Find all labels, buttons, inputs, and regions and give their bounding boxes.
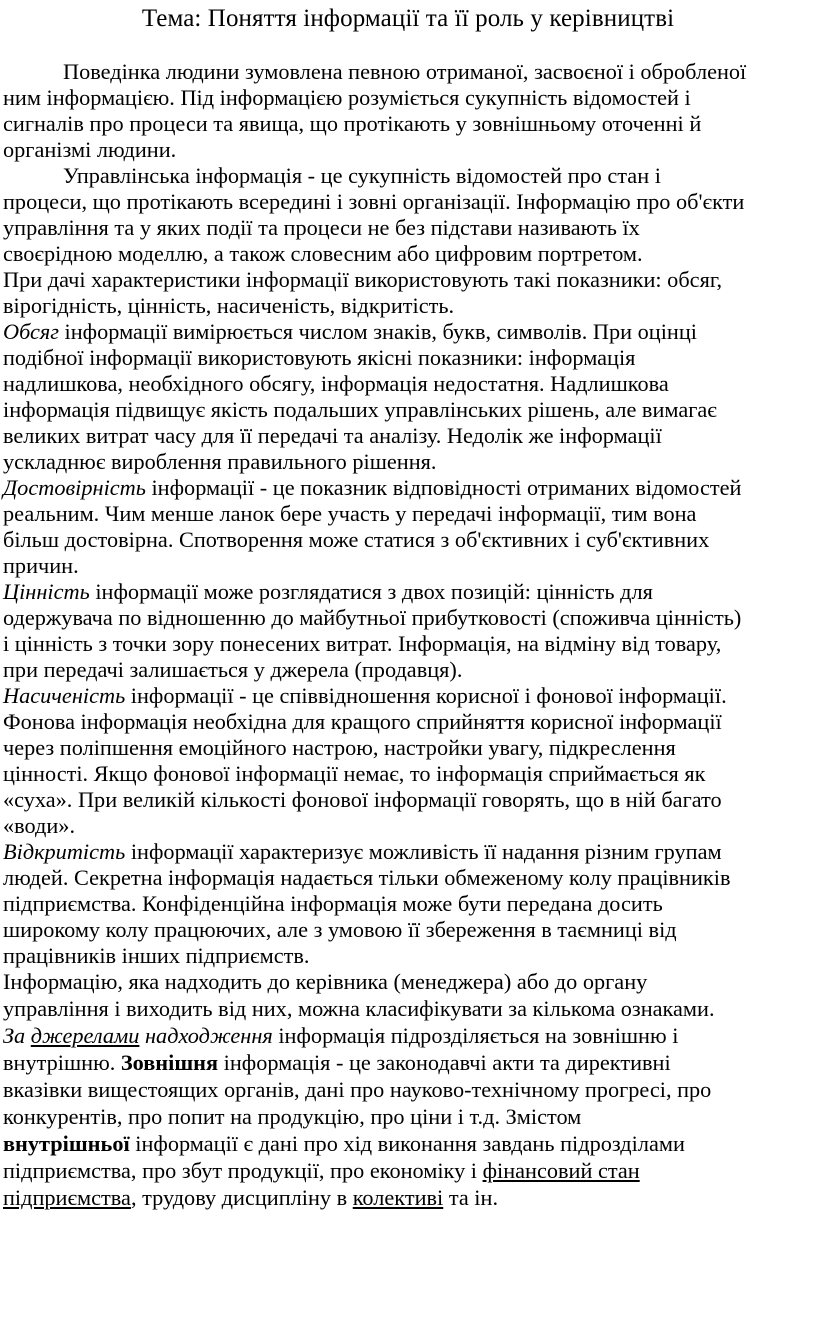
- text-segment: Достовірність: [3, 475, 146, 500]
- text-line: [3, 1022, 678, 1050]
- text-segment: причин.: [3, 553, 79, 578]
- text-segment: конкурентів, про попит на продукцію, про ціни і т.д. Змістом: [3, 1104, 582, 1129]
- text-segment: джерелами: [30, 1023, 140, 1048]
- text-segment: інформація підрозділяється на зовнішню і: [272, 1023, 679, 1048]
- text-segment: великих витрат часу для її передачі та аналізу. Недолік же інформації: [3, 423, 662, 448]
- text-line: [3, 136, 176, 164]
- text-segment: інформації характеризує можливість її надання різним групам: [125, 839, 722, 864]
- text-line: [63, 58, 746, 86]
- text-segment: колективі: [352, 1185, 444, 1210]
- text-segment: надходження: [139, 1023, 273, 1048]
- text-segment: процеси, що протікають всередині і зовні організації. Інформацію про об'єкти: [3, 189, 745, 214]
- text-segment: вірогідність, цінність, насиченість, відкритість.: [3, 293, 455, 318]
- text-line: [3, 344, 635, 372]
- text-segment: та ін.: [443, 1185, 499, 1210]
- text-segment: при передачі залишається у джерела (продавця).: [3, 657, 463, 682]
- document-title: Тема: Поняття інформації та її роль у керівництві: [141, 5, 675, 32]
- text-line: [3, 292, 454, 320]
- text-segment: управління і виходить від них, можна класифікувати за кількома ознаками.: [3, 996, 715, 1021]
- text-line: [3, 656, 462, 684]
- text-line: [3, 864, 730, 892]
- text-segment: більш достовірна. Спотворення може статися з об'єктивних і суб'єктивних: [3, 527, 710, 552]
- text-segment: організмі людини.: [3, 137, 177, 162]
- text-line: [3, 838, 722, 866]
- text-segment: , трудову дисципліну в: [130, 1185, 353, 1210]
- text-segment: вказівки вищестоящих органів, дані про науково-технічному прогресі, про: [3, 1077, 712, 1102]
- text-segment: одержувача по відношенню до майбутньої прибутковості (споживча цінність): [3, 605, 742, 630]
- text-line: [3, 812, 75, 840]
- text-segment: управління та у яких події та процеси не без підстави називають їх: [3, 215, 640, 240]
- text-segment: інформації - це співвідношення корисної і фонової інформації.: [125, 683, 727, 708]
- text-line: [3, 1130, 685, 1158]
- text-line: [3, 526, 709, 554]
- text-segment: через поліпшення емоційного настрою, настройки увагу, підкреслення: [3, 735, 676, 760]
- text-line: [3, 578, 653, 606]
- text-segment: людей. Секретна інформація надається тільки обмеженому колу працівників: [3, 865, 731, 890]
- text-segment: сигналів про процеси та явища, що протікають у зовнішньому оточенні й: [3, 111, 702, 136]
- text-segment: «води».: [3, 813, 76, 838]
- text-segment: інформація підвищує якість подальших управлінських рішень, але вимагає: [3, 397, 717, 422]
- text-line: [3, 318, 697, 346]
- text-line: [3, 474, 741, 502]
- text-line: [3, 604, 741, 632]
- text-segment: «суха». При великій кількості фонової інформації говорять, що в ній багато: [3, 787, 722, 812]
- text-segment: працівників інших підприємств.: [3, 943, 310, 968]
- text-line: [3, 500, 696, 528]
- text-segment: ускладнює вироблення правильного рішення.: [3, 449, 437, 474]
- text-segment: Поведінка людини зумовлена певною отриманої, засвоєної і обробленої: [63, 59, 747, 84]
- text-segment: подібної інформації використовують якісні показники: інформація: [3, 345, 636, 370]
- text-line: [3, 396, 717, 424]
- text-segment: Цінність: [3, 579, 90, 604]
- text-line: [3, 448, 436, 476]
- text-segment: і цінність з точки зору понесених витрат. Інформація, на відміну від товару,: [3, 631, 722, 656]
- text-line: [3, 734, 676, 762]
- text-segment: підприємства, про збут продукції, про економіку і: [3, 1158, 483, 1183]
- text-line: [3, 1184, 498, 1212]
- text-line: [3, 1157, 640, 1185]
- text-line: [3, 110, 701, 138]
- text-line: [3, 1049, 671, 1077]
- text-segment: інформації може розглядатися з двох позицій: цінність для: [89, 579, 653, 604]
- text-segment: внутрішню.: [3, 1050, 121, 1075]
- text-line: [3, 786, 722, 814]
- text-line: [3, 890, 663, 918]
- text-segment: інформації вимірюється числом знаків, букв, символів. При оцінці: [58, 319, 697, 344]
- text-segment: ним інформацією. Під інформацією розуміється сукупність відомостей і: [3, 85, 691, 110]
- text-segment: підприємства. Конфіденційна інформація може бути передана досить: [3, 891, 663, 916]
- text-segment: підприємства: [3, 1185, 131, 1210]
- text-line: [3, 266, 722, 294]
- text-segment: реальним. Чим менше ланок бере участь у передачі інформації, тим вона: [3, 501, 697, 526]
- text-segment: Інформацію, яка надходить до керівника (менеджера) або до органу: [3, 969, 648, 994]
- text-line: [3, 1076, 711, 1104]
- text-line: [3, 84, 691, 112]
- text-segment: цінності. Якщо фонової інформації немає, то інформація сприймається як: [3, 761, 706, 786]
- text-line: [63, 162, 661, 190]
- text-segment: Насиченість: [3, 683, 126, 708]
- text-line: [3, 240, 643, 268]
- text-line: [3, 995, 715, 1023]
- text-line: [3, 968, 647, 996]
- text-segment: фінансовий стан: [482, 1158, 640, 1183]
- text-segment: Зовнішня: [120, 1050, 219, 1075]
- text-segment: широкому колу працюючих, але з умовою її збереження в таємниці від: [3, 917, 677, 942]
- text-line: [3, 1103, 581, 1131]
- text-segment: інформація - це законодавчі акти та директивні: [218, 1050, 671, 1075]
- text-line: [3, 188, 744, 216]
- text-line: [3, 630, 721, 658]
- text-line: [3, 708, 722, 736]
- text-line: [3, 552, 79, 580]
- text-segment: інформації є дані про хід виконання завдань підрозділами: [129, 1131, 685, 1156]
- text-segment: Відкритість: [3, 839, 126, 864]
- text-line: [3, 422, 662, 450]
- text-line: [3, 214, 640, 242]
- text-segment: Управлінська інформація - це сукупність відомостей про стан і: [63, 163, 661, 188]
- text-segment: своєрідною моделлю, а також словесним або цифровим портретом.: [3, 241, 643, 266]
- text-line: [3, 370, 669, 398]
- text-segment: Обсяг: [3, 319, 59, 344]
- text-segment: При дачі характеристики інформації використовують такі показники: обсяг,: [3, 267, 723, 292]
- text-segment: інформації - це показник відповідності отриманих відомостей: [145, 475, 742, 500]
- text-line: [3, 942, 309, 970]
- text-line: [3, 682, 727, 710]
- text-line: [3, 916, 677, 944]
- text-segment: внутрішньої: [3, 1131, 130, 1156]
- text-segment: Фонова інформація необхідна для кращого сприйняття корисної інформації: [3, 709, 722, 734]
- text-segment: надлишкова, необхідного обсягу, інформація недостатня. Надлишкова: [3, 371, 669, 396]
- text-line: [3, 760, 705, 788]
- text-segment: За: [3, 1023, 31, 1048]
